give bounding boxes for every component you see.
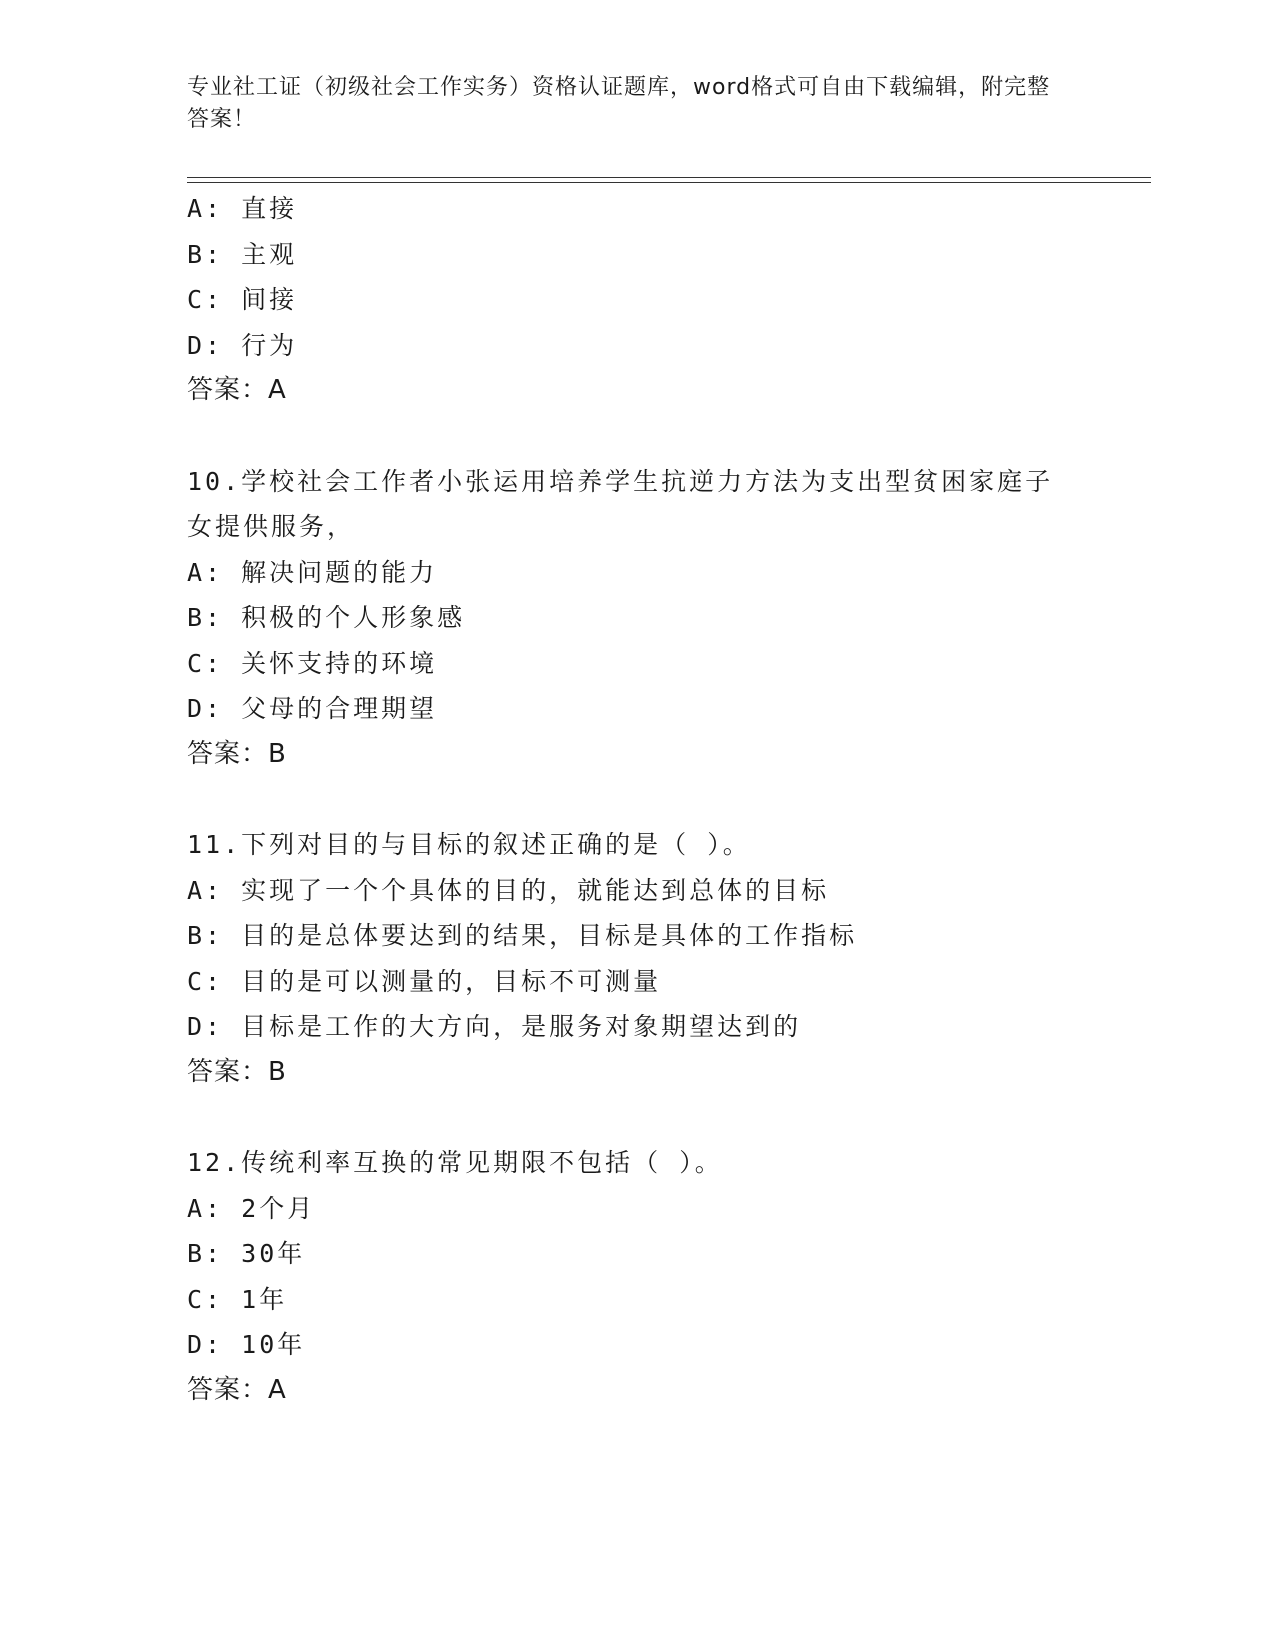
option-b: B: 积极的个人形象感 [187, 603, 466, 632]
question-10 [187, 459, 1187, 778]
question-gap [187, 777, 1187, 822]
option-c: C: 关怀支持的环境 [187, 648, 438, 678]
question-12 [187, 1140, 1187, 1413]
option-a: A: 解决问题的能力 [187, 557, 438, 587]
header-divider-top [187, 177, 1151, 178]
answer-text: 答案：A [187, 375, 287, 405]
question-9 [187, 186, 1187, 414]
option-c: C: 间接 [187, 285, 298, 314]
option-b: B: 主观 [187, 239, 298, 269]
option-a: A: 实现了一个个具体的目的，就能达到总体的目标 [187, 875, 830, 905]
option-a: A: 直接 [187, 194, 298, 223]
header-divider-bottom [187, 182, 1151, 183]
option-a: A: 2个月 [187, 1193, 316, 1223]
option-d: D: 行为 [187, 330, 298, 360]
header-title: 专业社工证（初级社会工作实务）资格认证题库，word格式可自由下载编辑，附完整答案！ [187, 75, 1051, 132]
question-title: 11.下列对目的与目标的叙述正确的是（ ）。 [187, 830, 751, 859]
option-c: C: 目的是可以测量的，目标不可测量 [187, 966, 662, 996]
option-b: B: 30年 [187, 1239, 306, 1268]
answer-text: 答案：A [187, 1374, 287, 1405]
option-d: D: 10年 [187, 1330, 306, 1359]
question-gap [187, 414, 1187, 459]
option-d: D: 父母的合理期望 [187, 694, 438, 723]
option-c: C: 1年 [187, 1284, 288, 1314]
option-d: D: 目标是工作的大方向，是服务对象期望达到的 [187, 1012, 802, 1041]
question-title: 12.传统利率互换的常见期限不包括（ ）。 [187, 1148, 723, 1177]
question-gap [187, 1095, 1187, 1140]
question-title: 10.学校社会工作者小张运用培养学生抗逆力方法为支出型贫困家庭子女提供服务， [187, 466, 1054, 541]
question-list [187, 186, 1187, 1413]
option-b: B: 目的是总体要达到的结果，目标是具体的工作指标 [187, 921, 858, 950]
answer-text: 答案：B [187, 1056, 287, 1087]
answer-text: 答案：B [187, 738, 287, 769]
question-11 [187, 822, 1187, 1095]
document-header [187, 72, 1067, 136]
